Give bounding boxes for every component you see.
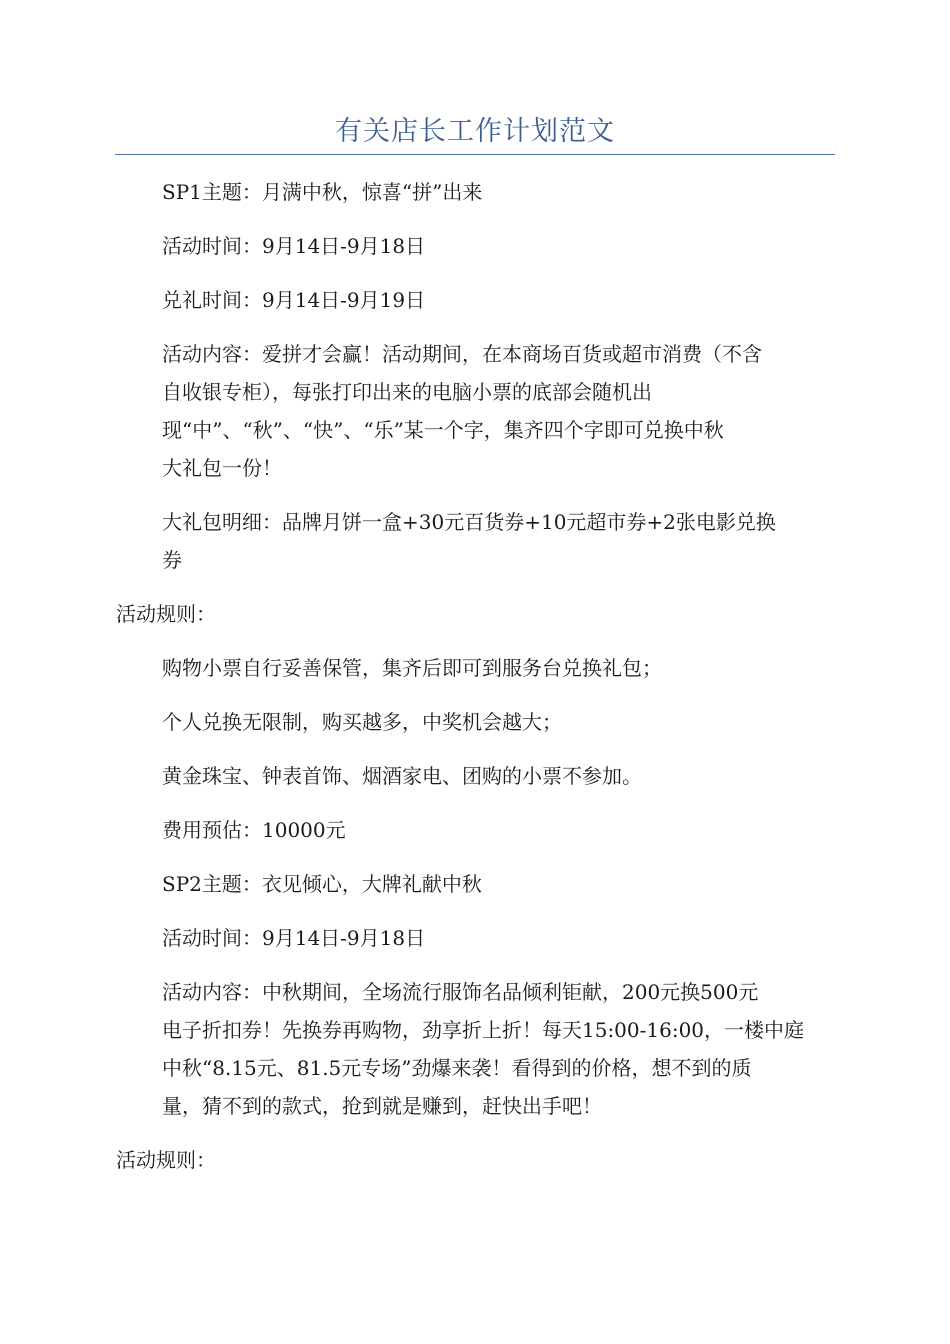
paragraph-line: 自收银专柜），每张打印出来的电脑小票的底部会随机出 [162, 380, 652, 404]
paragraph-line: SP2主题：衣见倾心，大牌礼献中秋 [162, 872, 482, 896]
paragraph-line: 活动内容：中秋期间，全场流行服饰名品倾利钜献，200元换500元 [162, 980, 759, 1004]
paragraph [116, 811, 832, 849]
paragraph [116, 757, 832, 795]
paragraph [116, 281, 832, 319]
paragraph [116, 595, 832, 633]
document-title: 有关店长工作计划范文 [335, 116, 615, 147]
paragraph [116, 1141, 832, 1179]
paragraph [116, 503, 832, 579]
paragraph-line: 黄金珠宝、钟表首饰、烟酒家电、团购的小票不参加。 [162, 764, 642, 788]
title-underline [115, 154, 835, 155]
paragraph-line: 电子折扣券！先换券再购物，劲享折上折！每天15:00-16:00，一楼中庭 [162, 1018, 805, 1042]
paragraph-line: 券 [162, 548, 182, 572]
paragraph-line: 现“中”、“秋”、“快”、“乐”某一个字，集齐四个字即可兑换中秋 [162, 418, 724, 442]
paragraph-line: 购物小票自行妥善保管，集齐后即可到服务台兑换礼包； [162, 656, 662, 680]
paragraph-line: 个人兑换无限制，购买越多，中奖机会越大； [162, 710, 562, 734]
paragraph [116, 973, 832, 1125]
paragraph-line: 活动时间：9月14日-9月18日 [162, 926, 426, 950]
paragraph [116, 919, 832, 957]
paragraph-line: 活动规则： [116, 1148, 216, 1172]
paragraph [116, 227, 832, 265]
paragraph-line: 活动时间：9月14日-9月18日 [162, 234, 426, 258]
paragraph-line: 费用预估：10000元 [162, 818, 346, 842]
paragraph [116, 173, 832, 211]
paragraph-line: SP1主题：月满中秋，惊喜“拼”出来 [162, 180, 483, 204]
document-body [116, 173, 832, 1195]
paragraph [116, 865, 832, 903]
paragraph [116, 703, 832, 741]
paragraph-line: 中秋“8.15元、81.5元专场”劲爆来袭！看得到的价格，想不到的质 [162, 1056, 752, 1080]
paragraph [116, 649, 832, 687]
paragraph-line: 大礼包一份！ [162, 456, 282, 480]
paragraph-line: 大礼包明细：品牌月饼一盒+30元百货券+10元超市券+2张电影兑换 [162, 510, 776, 534]
paragraph [116, 335, 832, 487]
paragraph-line: 量，猜不到的款式，抢到就是赚到，赶快出手吧！ [162, 1094, 602, 1118]
paragraph-line: 活动内容：爱拼才会赢！活动期间，在本商场百货或超市消费（不含 [162, 342, 762, 366]
paragraph-line: 兑礼时间：9月14日-9月19日 [162, 288, 426, 312]
paragraph-line: 活动规则： [116, 602, 216, 626]
